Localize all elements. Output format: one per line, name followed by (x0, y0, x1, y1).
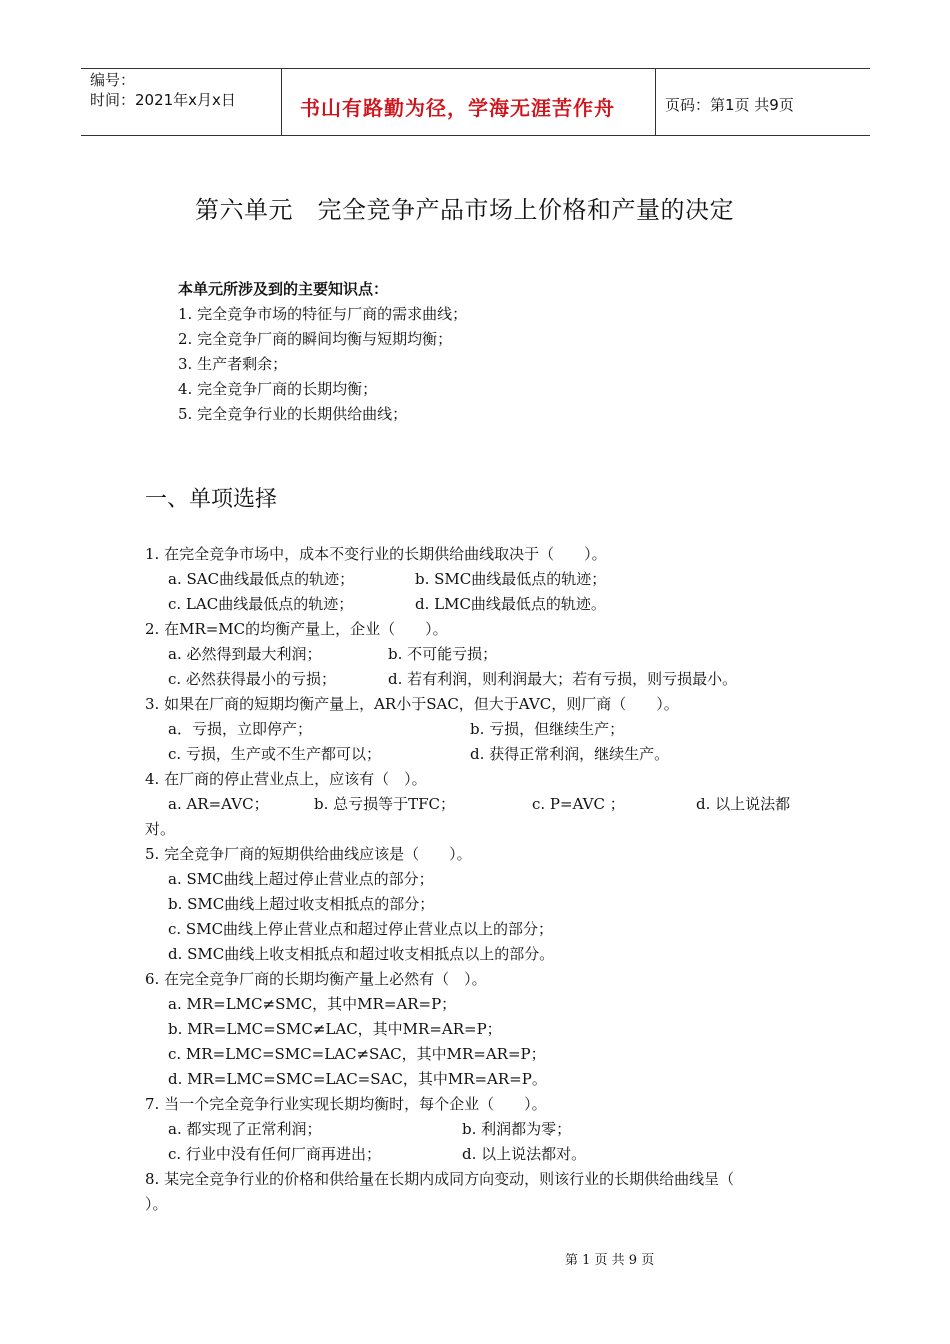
section-heading: 一、单项选择 (145, 487, 278, 512)
q1-option-a: a. SAC曲线最低点的轨迹； (168, 570, 355, 588)
q1-option-b: b. SMC曲线最低点的轨迹； (415, 570, 607, 588)
doc-number-label: 编号： (90, 71, 136, 89)
question-3: 3. 如果在厂商的短期均衡产量上，AR小于SAC，但大于AVC，则厂商（ ）。 (145, 695, 679, 713)
knowledge-item: 1. 完全竞争市场的特征与厂商的需求曲线； (178, 305, 468, 323)
q2-option-b: b. 不可能亏损； (388, 645, 498, 663)
q5-option-d: d. SMC曲线上收支相抵点和超过收支相抵点以上的部分。 (168, 945, 555, 963)
q3-option-a: a．亏损，立即停产； (168, 720, 312, 738)
question-5: 5. 完全竞争厂商的短期供给曲线应该是（ ）。 (145, 845, 472, 863)
q6-option-d: d. MR=LMC=SMC=LAC=SAC，其中MR=AR=P。 (168, 1070, 547, 1088)
q4-option-d: d. 以上说法都 (696, 795, 791, 813)
q2-option-a: a. 必然得到最大利润； (168, 645, 322, 663)
question-8-continued: ）。 (145, 1195, 168, 1213)
q6-option-c: c. MR=LMC=SMC=LAC≠SAC，其中MR=AR=P； (168, 1045, 546, 1063)
document-title: 第六单元 完全竞争产品市场上价格和产量的决定 (195, 196, 734, 224)
q5-option-b: b. SMC曲线上超过收支相抵点的部分； (168, 895, 435, 913)
question-8: 8. 某完全竞争行业的价格和供给量在长期内成同方向变动，则该行业的长期供给曲线呈（ (145, 1170, 735, 1188)
knowledge-item: 4. 完全竞争厂商的长期均衡； (178, 380, 378, 398)
q7-option-a: a. 都实现了正常利润； (168, 1120, 322, 1138)
q4-option-a: a. AR=AVC； (168, 795, 269, 813)
q6-option-b: b. MR=LMC=SMC≠LAC，其中MR=AR=P； (168, 1020, 502, 1038)
knowledge-heading: 本单元所涉及到的主要知识点： (178, 280, 389, 298)
q4-option-b: b. 总亏损等于TFC； (314, 795, 456, 813)
q7-option-d: d. 以上说法都对。 (462, 1145, 587, 1163)
q4-option-d-continued: 对。 (145, 820, 176, 838)
header-motto: 书山有路勤为径，学海无涯苦作舟 (300, 96, 615, 120)
q2-option-d: d. 若有利润，则利润最大；若有亏损，则亏损最小。 (388, 670, 738, 688)
question-2: 2. 在MR=MC的均衡产量上，企业（ ）。 (145, 620, 448, 638)
header-page-info: 页码：第1页 共9页 (665, 96, 794, 114)
knowledge-item: 5. 完全竞争行业的长期供给曲线； (178, 405, 408, 423)
header-divider-right (655, 68, 656, 136)
knowledge-item: 2. 完全竞争厂商的瞬间均衡与短期均衡； (178, 330, 453, 348)
q1-option-d: d. LMC曲线最低点的轨迹。 (415, 595, 606, 613)
header-divider-left (281, 68, 282, 136)
q3-option-c: c. 亏损，生产或不生产都可以； (168, 745, 381, 763)
doc-time-label: 时间：2021年x月x日 (90, 91, 236, 109)
q5-option-a: a. SMC曲线上超过停止营业点的部分； (168, 870, 434, 888)
question-6: 6. 在完全竞争厂商的长期均衡产量上必然有（ ）。 (145, 970, 487, 988)
header-top-border (81, 68, 870, 69)
q5-option-c: c. SMC曲线上停止营业点和超过停止营业点以上的部分； (168, 920, 554, 938)
q7-option-c: c. 行业中没有任何厂商再进出； (168, 1145, 381, 1163)
q2-option-c: c. 必然获得最小的亏损； (168, 670, 336, 688)
question-1: 1. 在完全竞争市场中，成本不变行业的长期供给曲线取决于（ ）。 (145, 545, 607, 563)
page-footer: 第 1 页 共 9 页 (565, 1253, 655, 1268)
question-4: 4. 在厂商的停止营业点上，应该有（ ）。 (145, 770, 427, 788)
q3-option-b: b. 亏损，但继续生产； (470, 720, 625, 738)
header-bottom-border (81, 135, 870, 136)
q7-option-b: b. 利润都为零； (462, 1120, 572, 1138)
q1-option-c: c. LAC曲线最低点的轨迹； (168, 595, 354, 613)
q6-option-a: a. MR=LMC≠SMC，其中MR=AR=P； (168, 995, 457, 1013)
q3-option-d: d. 获得正常利润，继续生产。 (470, 745, 670, 763)
question-7: 7. 当一个完全竞争行业实现长期均衡时，每个企业（ ）。 (145, 1095, 547, 1113)
q4-option-c: c. P=AVC ； (532, 795, 625, 813)
knowledge-item: 3. 生产者剩余； (178, 355, 288, 373)
